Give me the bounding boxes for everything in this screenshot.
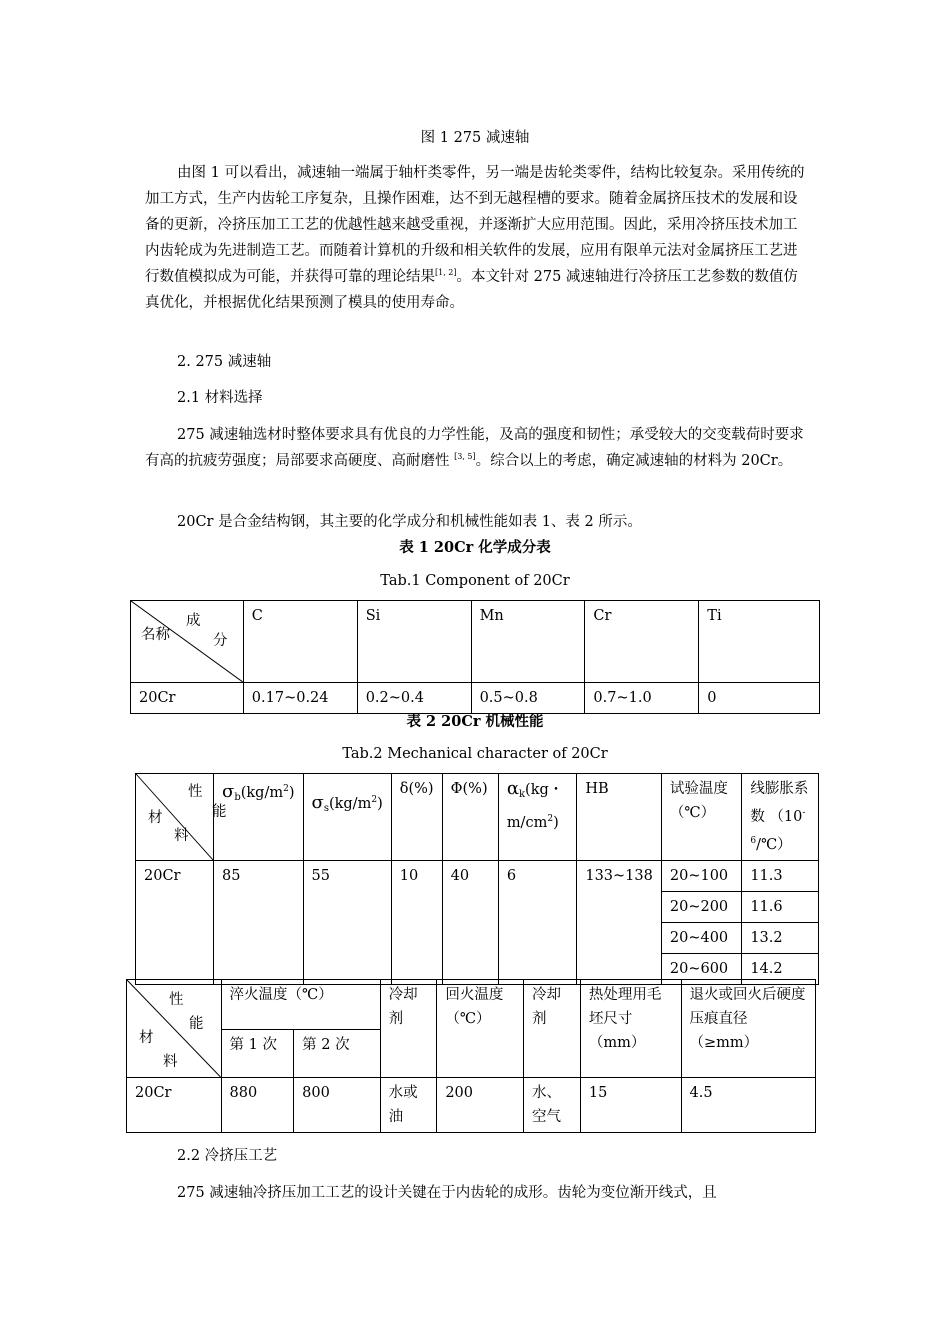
table2-cell-alpha-k: 6: [498, 861, 577, 985]
table2-cell-temp: 20~400: [661, 923, 741, 954]
table3: [126, 979, 816, 1133]
citation: [3, 5]: [454, 452, 476, 461]
citation: [1, 2]: [435, 268, 457, 277]
table2-cell-temp: 20~200: [661, 892, 741, 923]
table3-cell-coolant-2: 水、空气: [524, 1078, 581, 1133]
paragraph-tables-intro: 20Cr 是合金结构钢，其主要的化学成分和机械性能如表 1、表 2 所示。: [177, 514, 642, 530]
table3-header-blank-size: 热处理用毛坯尺寸（mm）: [580, 980, 681, 1078]
table2-header-sigma-s: $\sigma_s(kg/m^2)$: [303, 774, 391, 861]
table3-header-coolant: 冷却剂: [380, 980, 437, 1078]
table2-cell-exp: 13.2: [742, 923, 819, 954]
table2-title-cn: 表 2 20Cr 机械性能: [406, 713, 544, 730]
section-heading-2: 2. 275 减速轴: [177, 354, 272, 370]
table3-header-hardness: 退火或回火后硬度压痕直径（≥mm）: [681, 980, 815, 1078]
table2-cell-sigma-s: 55: [303, 861, 391, 985]
table2: [135, 773, 819, 985]
paragraph-material: 275 减速轴选材时整体要求具有优良的力学性能，及高的强度和韧性；承受较大的交变载荷时要求有高的抗疲劳强度；局部要求高硬度、高耐磨性 [3, 5]。综合以上的考虑，确定减速轴的材料为 20Cr。: [145, 427, 804, 469]
table2-header-sigma-b: $\sigma_b(kg/m^2)$: [214, 774, 303, 861]
table1-header: Mn: [471, 601, 585, 683]
table1-title-cn: 表 1 20Cr 化学成分表: [399, 539, 551, 556]
table2-cell-phi: 40: [442, 861, 498, 985]
table2-row-name: 20Cr: [136, 861, 214, 985]
table1-cell: 0.2~0.4: [357, 683, 471, 714]
table1-header: Ti: [699, 601, 820, 683]
table1-cell: 0.5~0.8: [471, 683, 585, 714]
table3-diagonal-header: 性 能 材 料: [127, 980, 222, 1078]
section-heading-2-2: 2.2 冷挤压工艺: [177, 1148, 278, 1164]
table2-cell-hb: 133~138: [577, 861, 662, 985]
table1-cell: 0.7~1.0: [585, 683, 699, 714]
table2-header-expansion: 线膨胀系数 $(10^{-6}/℃)$: [742, 774, 819, 861]
table1-cell: 0.17~0.24: [243, 683, 357, 714]
table3-header-coolant-2: 冷却剂: [524, 980, 581, 1078]
table2-title-en: Tab.2 Mechanical character of 20Cr: [342, 746, 608, 762]
table1-header: C: [243, 601, 357, 683]
table3-cell-coolant: 水或油: [380, 1078, 437, 1133]
table1-cell: 0: [699, 683, 820, 714]
figure-caption: 图 1 275 减速轴: [420, 130, 530, 146]
table3-header-temper: 回火温度（℃）: [437, 980, 524, 1078]
table3-header-quench: 淬火温度（℃）: [221, 980, 380, 1030]
table1-row-name: 20Cr: [131, 683, 244, 714]
table1-header: Cr: [585, 601, 699, 683]
table1-header: Si: [357, 601, 471, 683]
table2-cell-temp: 20~100: [661, 861, 741, 892]
table3-header-first: 第 1 次: [221, 1030, 294, 1078]
table2-header-alpha-k: $\alpha_k(kg$・$m/cm^2$): [498, 774, 577, 861]
table2-header-delta: δ(%): [391, 774, 442, 861]
table2-header-phi: Φ(%): [442, 774, 498, 861]
table3-cell-blank-size: 15: [580, 1078, 681, 1133]
table2-header-test-temp: 试验温度（℃）: [661, 774, 741, 861]
table2-cell-delta: 10: [391, 861, 442, 985]
table2-cell-sigma-b: 85: [214, 861, 303, 985]
table2-cell-exp: 11.3: [742, 861, 819, 892]
table2-diagonal-header: 性 能 材 料: [136, 774, 214, 861]
paragraph-process: 275 减速轴冷挤压加工工艺的设计关键在于内齿轮的成形。齿轮为变位渐开线式，且: [177, 1185, 717, 1201]
table2-cell-exp: 14.2: [742, 954, 819, 985]
table2-header-hb: HB: [577, 774, 662, 861]
table3-row-name: 20Cr: [127, 1078, 222, 1133]
table3-cell-temper: 200: [437, 1078, 524, 1133]
table3-cell-first: 880: [221, 1078, 294, 1133]
table3-cell-second: 800: [294, 1078, 380, 1133]
table1-title-en: Tab.1 Component of 20Cr: [380, 573, 570, 589]
table1-diagonal-header: 成 名称 分: [131, 601, 244, 683]
table3-header-second: 第 2 次: [294, 1030, 380, 1078]
table2-cell-exp: 11.6: [742, 892, 819, 923]
table2-cell-temp: 20~600: [661, 954, 741, 985]
paragraph-intro: 由图 1 可以看出，减速轴一端属于轴杆类零件，另一端是齿轮类零件，结构比较复杂。采用传统的加工方式，生产内齿轮工序复杂，且操作困难，达不到无越程槽的要求。随着金属挤压技术的发展和设备的更新，冷挤压加工工艺的优越性越来越受重视，并逐渐扩大应用范围。因此，采用冷挤压技术加工内齿轮成为先进制造工艺。而随着计算机的升级和相关软件的发展，应用有限单元法对金属挤压工艺进行数值模拟成为可能，并获得可靠的理论结果[1, 2]。本文针对 275 减速轴进行冷挤压工艺参数的数值仿真优化，并根据优化结果预测了模具的使用寿命。: [145, 165, 805, 311]
table3-cell-hardness: 4.5: [681, 1078, 815, 1133]
section-heading-2-1: 2.1 材料选择: [177, 390, 263, 406]
table1: [130, 600, 820, 714]
